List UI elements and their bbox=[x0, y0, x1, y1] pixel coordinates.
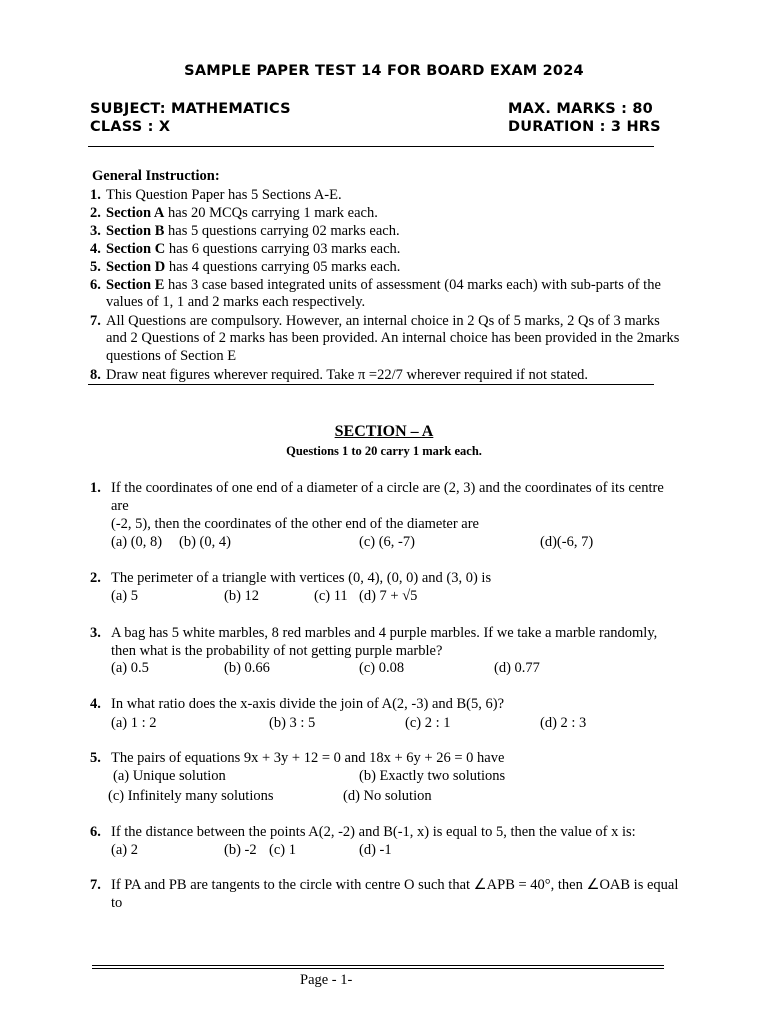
option-c: (c) (6, -7) bbox=[359, 534, 415, 550]
question-text: A bag has 5 white marbles, 8 red marbles and 4 purple marbles. If we take a marble randomly, bbox=[111, 625, 658, 641]
question-text: The perimeter of a triangle with vertices (0, 4), (0, 0) and (3, 0) is bbox=[111, 570, 492, 586]
option-c: (c) Infinitely many solutions bbox=[108, 788, 274, 804]
instruction-text: has 5 questions carrying 02 marks each. bbox=[164, 223, 400, 239]
option-b: (b) -2 bbox=[224, 842, 257, 858]
instruction-number: 7. bbox=[90, 313, 101, 329]
footer-rule-bottom bbox=[92, 968, 664, 969]
option-d: (d) 0.77 bbox=[494, 660, 540, 676]
question-text: are bbox=[111, 498, 129, 514]
option-b: (b) 3 : 5 bbox=[269, 715, 316, 731]
option-d: (d) 2 : 3 bbox=[540, 715, 587, 731]
instruction-bold: Section D bbox=[106, 259, 166, 275]
instruction-text: Draw neat figures wherever required. Take π =22/7 wherever required if not stated. bbox=[106, 367, 589, 383]
instruction-text: has 3 case based integrated units of assessment (04 marks each) with sub-parts of the bbox=[164, 277, 661, 293]
duration-label: DURATION : 3 HRS bbox=[508, 119, 661, 135]
option-d: (d) -1 bbox=[359, 842, 392, 858]
question-text: to bbox=[111, 895, 123, 911]
header-divider bbox=[88, 146, 654, 147]
question-number: 2. bbox=[90, 570, 101, 586]
option-d: (d) 7 + √5 bbox=[359, 588, 418, 604]
footer-rule-top bbox=[92, 965, 664, 966]
option-b: (b) (0, 4) bbox=[179, 534, 231, 550]
option-c: (c) 0.08 bbox=[359, 660, 405, 676]
instruction-number: 6. bbox=[90, 277, 101, 293]
instruction-bold: Section C bbox=[106, 241, 166, 257]
option-b: (b) 12 bbox=[224, 588, 260, 604]
option-c: (c) 2 : 1 bbox=[405, 715, 451, 731]
paper-title: SAMPLE PAPER TEST 14 FOR BOARD EXAM 2024 bbox=[184, 63, 584, 79]
page-number: Page - 1- bbox=[300, 972, 353, 988]
question-text: The pairs of equations 9x + 3y + 12 = 0 and 18x + 6y + 26 = 0 have bbox=[111, 750, 505, 766]
question-number: 5. bbox=[90, 750, 101, 766]
instruction-number: 4. bbox=[90, 241, 101, 257]
instruction-text: All Questions are compulsory. However, an internal choice in 2 Qs of 5 marks, 2 Qs of 3 marks bbox=[106, 313, 660, 329]
instruction-text: has 4 questions carrying 05 marks each. bbox=[165, 259, 401, 275]
instruction-item bbox=[90, 276, 661, 294]
option-a: (a) (0, 8) bbox=[111, 534, 163, 550]
question-number: 6. bbox=[90, 824, 101, 840]
instructions-heading: General Instruction: bbox=[92, 168, 220, 184]
question-text: In what ratio does the x-axis divide the join of A(2, -3) and B(5, 6)? bbox=[111, 696, 505, 712]
instruction-item bbox=[90, 240, 400, 258]
instructions-divider bbox=[88, 384, 654, 385]
question-text: (-2, 5), then the coordinates of the other end of the diameter are bbox=[111, 516, 479, 532]
instruction-item bbox=[90, 366, 588, 384]
instruction-continuation: questions of Section E bbox=[106, 348, 237, 364]
option-a: (a) 0.5 bbox=[111, 660, 149, 676]
question-text: If the coordinates of one end of a diameter of a circle are (2, 3) and the coordinates of its centre bbox=[111, 480, 664, 496]
subject-label: SUBJECT: MATHEMATICS bbox=[90, 101, 291, 117]
instruction-item bbox=[90, 204, 378, 222]
question-text: If PA and PB are tangents to the circle with centre O such that ∠APB = 40°, then ∠OAB is equal bbox=[111, 877, 679, 893]
option-b: (b) 0.66 bbox=[224, 660, 270, 676]
instruction-bold: Section B bbox=[106, 223, 165, 239]
instruction-text: This Question Paper has 5 Sections A-E. bbox=[106, 187, 342, 203]
max-marks-label: MAX. MARKS : 80 bbox=[508, 101, 653, 117]
question-number: 1. bbox=[90, 480, 101, 496]
instruction-number: 8. bbox=[90, 367, 101, 383]
instruction-text: has 20 MCQs carrying 1 mark each. bbox=[164, 205, 378, 221]
instruction-item bbox=[90, 312, 660, 330]
question-number: 4. bbox=[90, 696, 101, 712]
option-a: (a) 2 bbox=[111, 842, 138, 858]
instruction-number: 2. bbox=[90, 205, 101, 221]
instruction-item bbox=[90, 186, 342, 204]
option-b: (b) Exactly two solutions bbox=[359, 768, 506, 784]
option-a: (a) Unique solution bbox=[113, 768, 226, 784]
instruction-continuation: and 2 Questions of 2 marks has been provided. An internal choice has been provided in the 2marks bbox=[106, 330, 680, 346]
class-label: CLASS : X bbox=[90, 119, 171, 135]
instruction-continuation: values of 1, 1 and 2 marks each respectively. bbox=[106, 294, 366, 310]
option-d: (d)(-6, 7) bbox=[540, 534, 594, 550]
instruction-item bbox=[90, 222, 400, 240]
instruction-text: has 6 questions carrying 03 marks each. bbox=[165, 241, 401, 257]
instruction-number: 3. bbox=[90, 223, 101, 239]
instruction-bold: Section E bbox=[106, 277, 165, 293]
question-text: then what is the probability of not getting purple marble? bbox=[111, 643, 443, 659]
option-d: (d) No solution bbox=[343, 788, 432, 804]
option-a: (a) 1 : 2 bbox=[111, 715, 157, 731]
option-a: (a) 5 bbox=[111, 588, 138, 604]
question-number: 7. bbox=[90, 877, 101, 893]
question-number: 3. bbox=[90, 625, 101, 641]
instruction-item bbox=[90, 258, 400, 276]
instruction-bold: Section A bbox=[106, 205, 165, 221]
section-title: SECTION – A bbox=[334, 423, 434, 440]
instruction-number: 5. bbox=[90, 259, 101, 275]
question-text: If the distance between the points A(2, -2) and B(-1, x) is equal to 5, then the value of x is: bbox=[111, 824, 636, 840]
instruction-number: 1. bbox=[90, 187, 101, 203]
option-c: (c) 1 bbox=[269, 842, 296, 858]
option-c: (c) 11 bbox=[314, 588, 348, 604]
section-subtitle: Questions 1 to 20 carry 1 mark each. bbox=[286, 444, 482, 458]
